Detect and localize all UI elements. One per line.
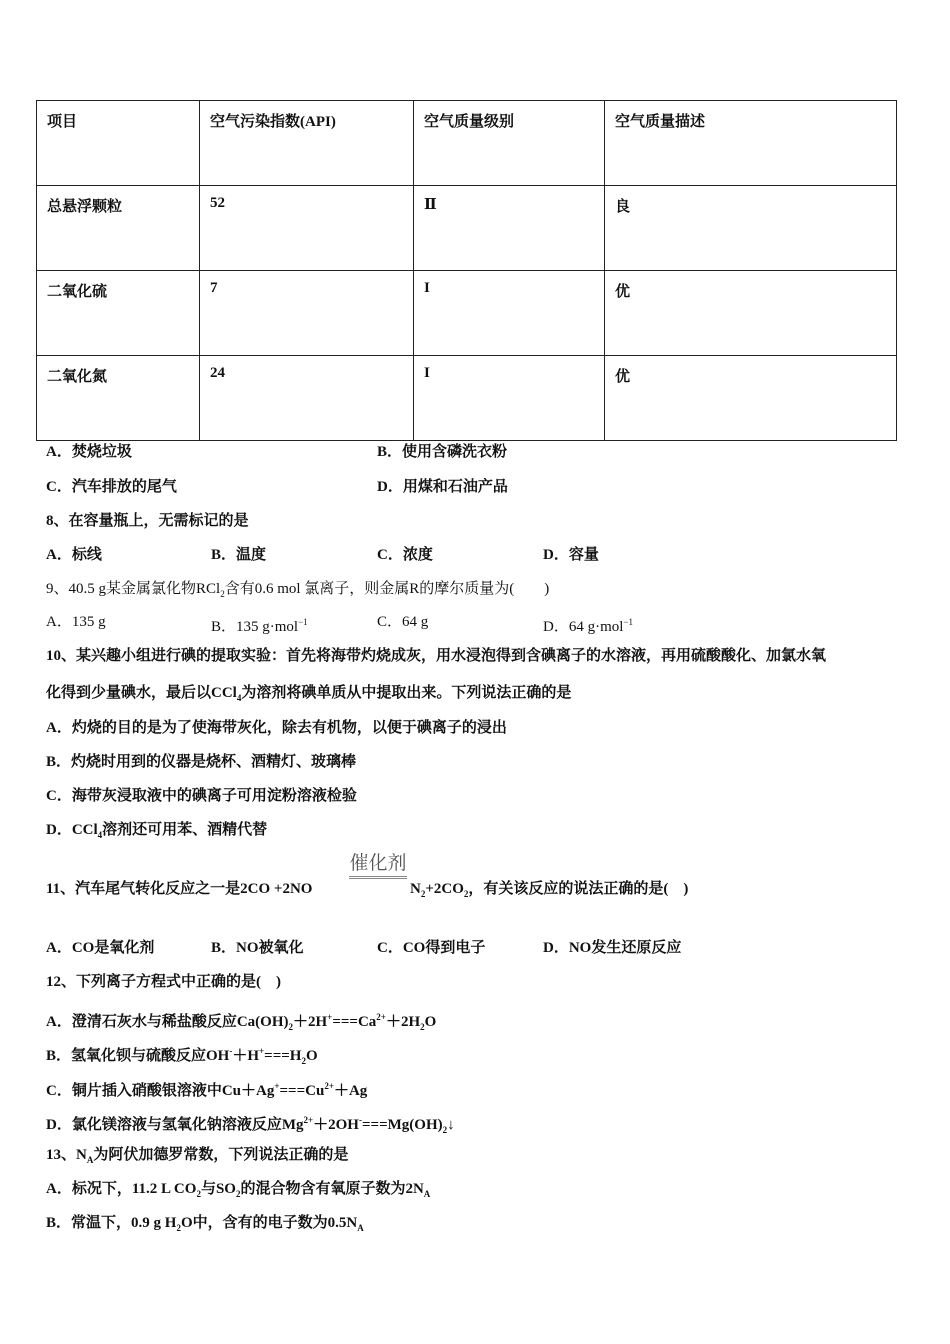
text-run: C．铜片插入硝酸银溶液中Cu＋Ag	[46, 1083, 275, 1099]
table-row	[37, 356, 897, 441]
q9-option-d	[543, 612, 633, 637]
q12-option-d	[46, 1110, 455, 1140]
q13-stem	[46, 1145, 348, 1170]
q11-stem-right	[410, 879, 688, 904]
text-run: ，有关该反应的说法正确的是( )	[468, 881, 689, 897]
q7-option-a: A．焚烧垃圾	[46, 444, 132, 460]
text-run: 13、N	[46, 1147, 87, 1163]
q13-option-a	[46, 1179, 430, 1204]
text-run: D．64 g·mol	[543, 619, 624, 635]
superscript: 2+	[324, 1081, 334, 1091]
text-run: C．64 g	[377, 614, 429, 630]
q8-stem: 8、在容量瓶上，无需标记的是	[46, 513, 249, 529]
text-run: ===Mg(OH)	[361, 1117, 443, 1133]
q8-option-a: A．标线	[46, 547, 102, 563]
text-run: 的混合物含有氧原子数为2N	[240, 1181, 424, 1197]
text-run: B．常温下，0.9 g H	[46, 1215, 177, 1231]
table-header: 项目	[37, 101, 200, 186]
subscript: A	[423, 1189, 431, 1199]
q13-option-b	[46, 1213, 364, 1238]
subscript: 2	[196, 1189, 201, 1199]
text-run: ===Cu	[279, 1083, 325, 1099]
q9-option-b	[211, 612, 308, 637]
table-header-row	[37, 101, 897, 186]
q11-option-b: B．NO被氧化	[211, 940, 304, 956]
text-run: ↓	[447, 1117, 455, 1133]
q8-option-d: D．容量	[543, 547, 599, 563]
subscript: 2	[235, 1189, 241, 1199]
superscript: 2+	[376, 1012, 386, 1022]
text-run: O中，含有的电子数为0.5N	[180, 1215, 358, 1231]
subscript: 4	[236, 693, 242, 703]
q12-option-a	[46, 1007, 436, 1037]
table-header: 空气污染指数(API)	[200, 101, 414, 186]
subscript: 2	[176, 1223, 181, 1233]
text-run: 化得到少量碘水，最后以CCl	[46, 685, 237, 701]
table-cell: I	[414, 356, 605, 441]
superscript: 2+	[303, 1115, 314, 1125]
superscript: −1	[623, 617, 633, 627]
q11-option-a: A．CO是氧化剂	[46, 940, 155, 956]
text-run: ＋H	[232, 1048, 260, 1064]
text-run: A．澄清石灰水与稀盐酸反应Ca(OH)	[46, 1014, 289, 1030]
table-cell: 二氧化氮	[37, 356, 200, 441]
text-run: B．135 g·mol	[211, 619, 299, 635]
superscript: −1	[298, 617, 308, 627]
table-cell: 良	[605, 186, 897, 271]
superscript: -	[358, 1115, 362, 1125]
q10-stem-line2	[46, 683, 571, 708]
q7-option-d: D．用煤和石油产品	[377, 479, 508, 495]
text-run: ===H	[264, 1048, 302, 1064]
subscript: 2	[420, 889, 426, 899]
text-run: D．氯化镁溶液与氢氧化钠溶液反应Mg	[46, 1117, 304, 1133]
text-run: O	[305, 1048, 318, 1064]
text-run: 9、40.5 g某金属氯化物RCl	[46, 581, 221, 597]
text-run: A．标况下，11.2 L CO	[46, 1181, 197, 1197]
table-cell: 优	[605, 356, 897, 441]
catalyst-label: 催化剂	[349, 852, 407, 879]
text-run: 与SO	[200, 1181, 236, 1197]
text-run: ===Ca	[332, 1014, 377, 1030]
q12-option-c	[46, 1076, 367, 1101]
table-header: 空气质量描述	[605, 101, 897, 186]
q8-option-b: B．温度	[211, 547, 267, 563]
q8-option-c: C．浓度	[377, 547, 433, 563]
table-cell: 总悬浮颗粒	[37, 186, 200, 271]
q9-option-a	[46, 612, 106, 632]
subscript: A	[357, 1223, 364, 1233]
subscript: 2	[301, 1056, 306, 1066]
air-quality-table	[36, 100, 897, 441]
subscript: 4	[97, 830, 103, 840]
table-cell: 52	[200, 186, 414, 271]
superscript: +	[259, 1046, 265, 1056]
text-run: O	[424, 1014, 437, 1030]
text-run: +2CO	[425, 881, 464, 897]
text-run: 为溶剂将碘单质从中提取出来。下列说法正确的是	[241, 685, 572, 701]
table-cell: 24	[200, 356, 414, 441]
q11-option-c: C．CO得到电子	[377, 940, 486, 956]
subscript: 2	[288, 1022, 293, 1032]
table-cell: 二氧化硫	[37, 271, 200, 356]
q10-option-a: A．灼烧的目的是为了使海带灰化，除去有机物，以便于碘离子的浸出	[46, 720, 507, 736]
table-cell: Ⅱ	[414, 186, 605, 271]
text-run: ＋2H	[385, 1014, 421, 1030]
q11-stem-left: 11、汽车尾气转化反应之一是2CO +2NO	[46, 881, 313, 897]
subscript: 2	[442, 1125, 448, 1135]
table-cell: I	[414, 271, 605, 356]
q7-option-b: B．使用含磷洗衣粉	[377, 444, 508, 460]
table-row	[37, 186, 897, 271]
q9-option-c	[377, 612, 428, 632]
text-run: B．氢氧化钡与硫酸反应OH	[46, 1048, 230, 1064]
text-run: D．CCl	[46, 822, 98, 838]
text-run: N	[410, 881, 421, 897]
subscript: 2	[220, 589, 225, 599]
q12-option-b	[46, 1041, 318, 1071]
text-run: A．135 g	[46, 614, 106, 630]
q10-stem-line1: 10、某兴趣小组进行碘的提取实验：首先将海带灼烧成灰，用水浸泡得到含碘离子的水溶液，再用硫酸酸化、加氯水氧	[46, 648, 827, 664]
text-run: 为阿伏加德罗常数，下列说法正确的是	[93, 1147, 349, 1163]
superscript: +	[327, 1012, 333, 1022]
table-header: 空气质量级别	[414, 101, 605, 186]
q10-option-b: B．灼烧时用到的仪器是烧杯、酒精灯、玻璃棒	[46, 754, 357, 770]
text-run: ＋2H	[293, 1014, 328, 1030]
q12-stem: 12、下列离子方程式中正确的是( )	[46, 974, 281, 990]
superscript: +	[274, 1081, 280, 1091]
text-run: ＋2OH	[313, 1117, 359, 1133]
subscript: 2	[463, 889, 469, 899]
text-run: 溶剂还可用苯、酒精代替	[102, 822, 268, 838]
table-cell: 7	[200, 271, 414, 356]
table-row	[37, 271, 897, 356]
subscript: 2	[420, 1022, 425, 1032]
subscript: A	[86, 1155, 94, 1165]
table-cell: 优	[605, 271, 897, 356]
q7-option-c: C．汽车排放的尾气	[46, 479, 177, 495]
q11-option-d: D．NO发生还原反应	[543, 940, 682, 956]
superscript: -	[229, 1046, 233, 1056]
text-run: 含有0.6 mol 氯离子，则金属R的摩尔质量为( )	[224, 581, 550, 597]
q10-option-d	[46, 820, 267, 845]
q10-option-c: C．海带灰浸取液中的碘离子可用淀粉溶液检验	[46, 788, 357, 804]
q9-stem	[46, 579, 549, 604]
text-run: ＋Ag	[333, 1083, 368, 1099]
